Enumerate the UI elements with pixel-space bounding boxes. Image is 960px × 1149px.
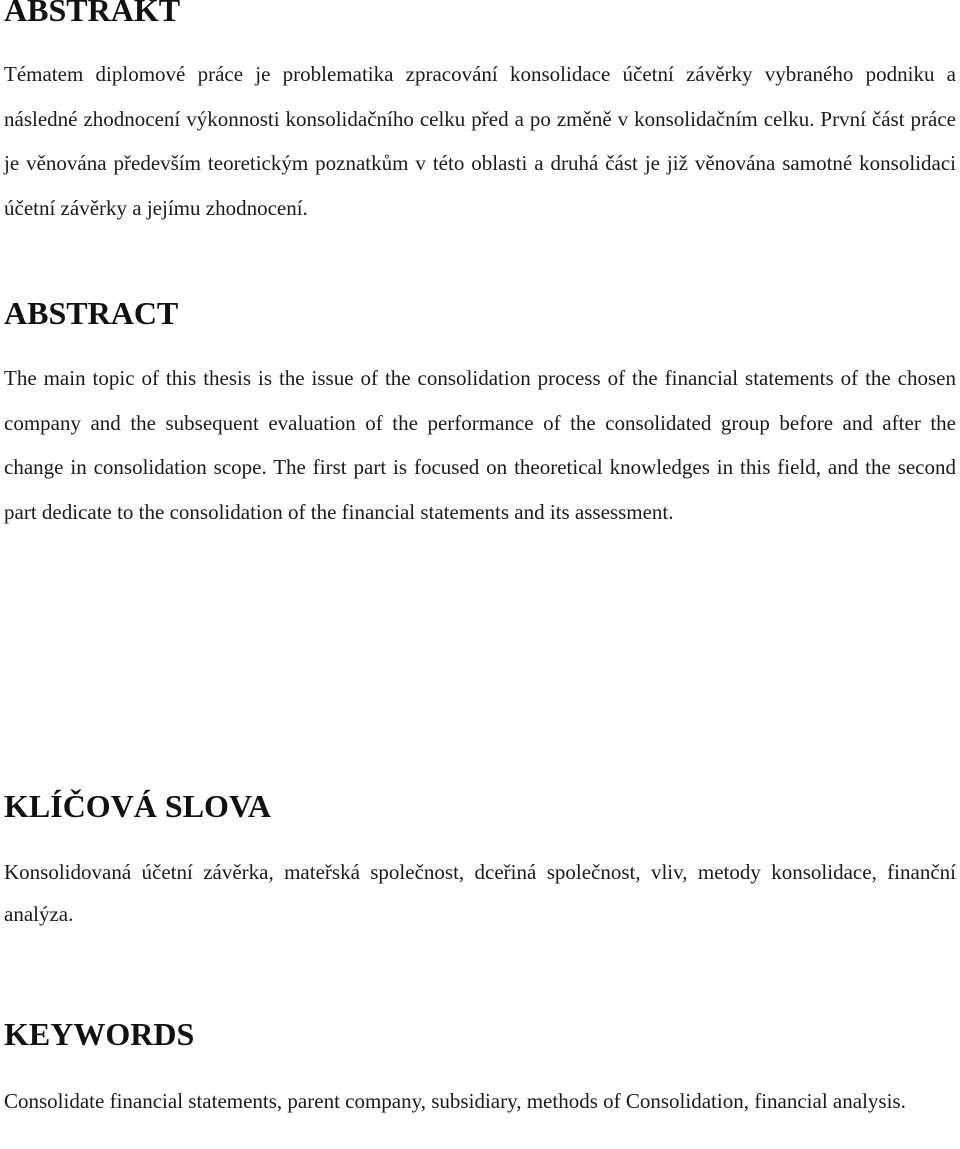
keywords-paragraph: Consolidate financial statements, parent company, subsidiary, methods of Consolidation, financial analysis. — [4, 1089, 906, 1113]
abstract-heading: ABSTRACT — [4, 295, 179, 331]
abstract-paragraph: The main topic of this thesis is the issue of the consolidation process of the financial statements of the chosen company and the subsequent evaluation of the performance of the consolidated group before and after the change in consolidation scope. The first part is focused on theoretical knowledges in this field, and the second part dedicate to the consolidation of the financial statements and its assessment. — [4, 366, 956, 524]
abstrakt-paragraph: Tématem diplomové práce je problematika zpracování konsolidace účetní závěrky vybraného podniku a následné zhodnocení výkonnosti konsolidačního celku před a po změně v konsolidačním celku. První část práce je věnována především teoretickým poznatkům v této oblasti a druhá část je již věnována samotné konsolidaci účetní závěrky a jejímu zhodnocení. — [4, 62, 956, 220]
klicova-slova-heading: KLÍČOVÁ SLOVA — [4, 788, 272, 824]
klicova-slova-paragraph: Konsolidovaná účetní závěrka, mateřská společnost, dceřiná společnost, vliv, metody konsolidace, finanční analýza. — [4, 860, 956, 926]
abstrakt-heading: ABSTRAKT — [4, 0, 181, 28]
keywords-heading: KEYWORDS — [4, 1016, 195, 1052]
